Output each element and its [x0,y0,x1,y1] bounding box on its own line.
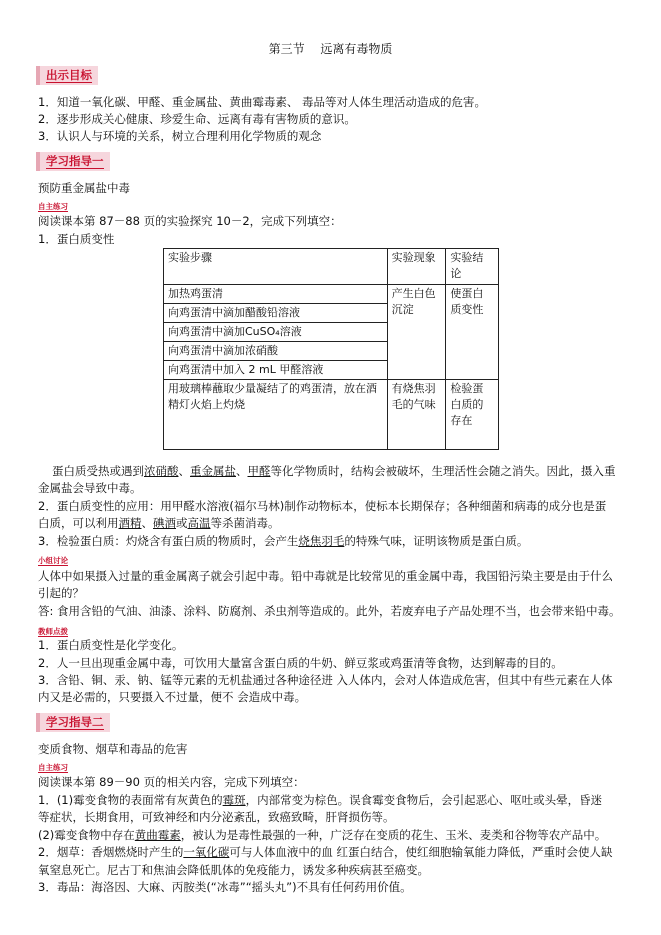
item-application: 2．蛋白质变性的应用：用甲醛水溶液(福尔马林)制作动物标本，使标本长期保存；各种细菌和病毒的成分也是蛋 [38,499,607,513]
phenomenon-burnt: 有烧焦羽毛的气味 [387,380,446,450]
step-burn: 用玻璃棒蘸取少量凝结了的鸡蛋清，放在酒精灯火焰上灼烧 [164,380,388,450]
header-conclusion: 实验结论 [446,249,499,285]
step-4: 向鸡蛋清中滴加浓硝酸 [164,342,388,361]
para-denature: 蛋白质受热或遇到浓硝酸、重金属盐、甲醛等化学物质时，结构会被破坏，生理活性会随之消失。因此，摄入重 [52,464,616,478]
tip-2: 2．人一旦出现重金属中毒，可饮用大量富含蛋白质的牛奶、鲜豆浆或鸡蛋清等食物，达到解毒的目的。 [38,656,563,670]
tip-3: 3．含铅、铜、汞、钠、锰等元素的无机盐通过各种途径进 入人体内，会对人体造成危害，但其中有些元素在人体 [38,673,613,687]
item-application-cont: 白质，可以利用酒精、碘酒或高温等杀菌消毒。 [38,516,280,530]
mold-item-1: 1．(1)霉变食物的表面常有灰黄色的霉斑，内部常变为棕色。误食霉变食物后，会引起恶心、呕吐或头晕，昏迷 [38,793,603,807]
guide2-heading: 变质食物、烟草和毒品的危害 [38,742,188,756]
goal-3: 3．认识人与环境的关系，树立合理利用化学物质的观念 [38,129,322,143]
guide1-read: 阅读课本第 87－88 页的实验探究 10－2，完成下列填空： [38,214,342,228]
guide1-item1: 1．蛋白质变性 [38,232,115,246]
discuss-question: 人体中如果摄入过量的重金属离子就会引起中毒。铅中毒就是比较常见的重金属中毒，我国铅污染主要是由于什么 [38,569,613,583]
guide2-banner: 学习指导二 [36,713,110,732]
item-detect: 3．检验蛋白质：灼烧含有蛋白质的物质时，会产生烧焦羽毛的特殊气味，证明该物质是蛋白质。 [38,534,529,548]
tobacco-item-cont: 氧窒息死亡。尼古丁和焦油会降低肌体的免疫能力，诱发多种疾病甚至癌变。 [38,863,429,877]
conclusion-denature: 使蛋白质变性 [446,285,499,380]
step-1: 加热鸡蛋清 [164,285,388,304]
step-5: 向鸡蛋清中加入 2 mL 甲醛溶液 [164,361,388,380]
tip-1: 1．蛋白质变性是化学变化。 [38,638,184,652]
guide1-banner: 学习指导一 [36,152,110,171]
discuss-question-cont: 引起的？ [38,586,84,600]
tobacco-item: 2．烟草：香烟燃烧时产生的一氧化碳可与人体血液中的血 红蛋白结合，使红细胞输氧能力降低，严重时会使人缺 [38,845,613,859]
self-practice-tag: 自主练习 [38,202,68,211]
discuss-answer: 答: 食用含铅的气油、油漆、涂料、防腐剂、杀虫剂等造成的。此外，若废弃电子产品处理不当，也会带来铅中毒。 [38,604,621,618]
para-denature-cont: 金属盐会导致中毒。 [38,481,142,495]
goals-banner: 出示目标 [36,66,98,85]
phenomenon-precipitate: 产生白色沉淀 [387,285,446,380]
tip-3-cont: 内又是必需的，只要摄入不过量，便不 会造成中毒。 [38,690,307,704]
step-2: 向鸡蛋清中滴加醋酸铅溶液 [164,304,388,323]
header-phenomenon: 实验现象 [387,249,446,285]
drugs-item: 3．毒品：海洛因、大麻、丙胺类(“冰毒”“摇头丸”)不具有任何药用价值。 [38,880,412,894]
experiment-table [163,248,499,450]
teacher-tip-tag: 教师点拨 [38,627,68,636]
group-discuss-tag: 小组讨论 [38,556,68,565]
guide1-heading: 预防重金属盐中毒 [38,181,130,195]
step-3: 向鸡蛋清中滴加CuSO₄溶液 [164,323,388,342]
mold-item-2: (2)霉变食物中存在黄曲霉素，被认为是毒性最强的一种，广泛存在变质的花生、玉米、麦类和谷物等农产品中。 [38,828,607,842]
mold-item-1-cont: 等症状，长期食用，可致神经和内分泌紊乱，致癌致畸，肝肾损伤等。 [38,810,395,824]
goal-1: 1．知道一氧化碳、甲醛、重金属盐、黄曲霉毒素、 毒品等对人体生理活动造成的危害。 [38,95,486,109]
guide2-read: 阅读课本第 89－90 页的相关内容，完成下列填空： [38,775,305,789]
header-steps: 实验步骤 [164,249,388,285]
page-title: 第三节 远离有毒物质 [268,42,393,56]
self-practice-tag-2: 自主练习 [38,763,68,772]
goal-2: 2．逐步形成关心健康、珍爱生命、远离有毒有害物质的意识。 [38,112,356,126]
conclusion-detect: 检验蛋白质的存在 [446,380,499,450]
